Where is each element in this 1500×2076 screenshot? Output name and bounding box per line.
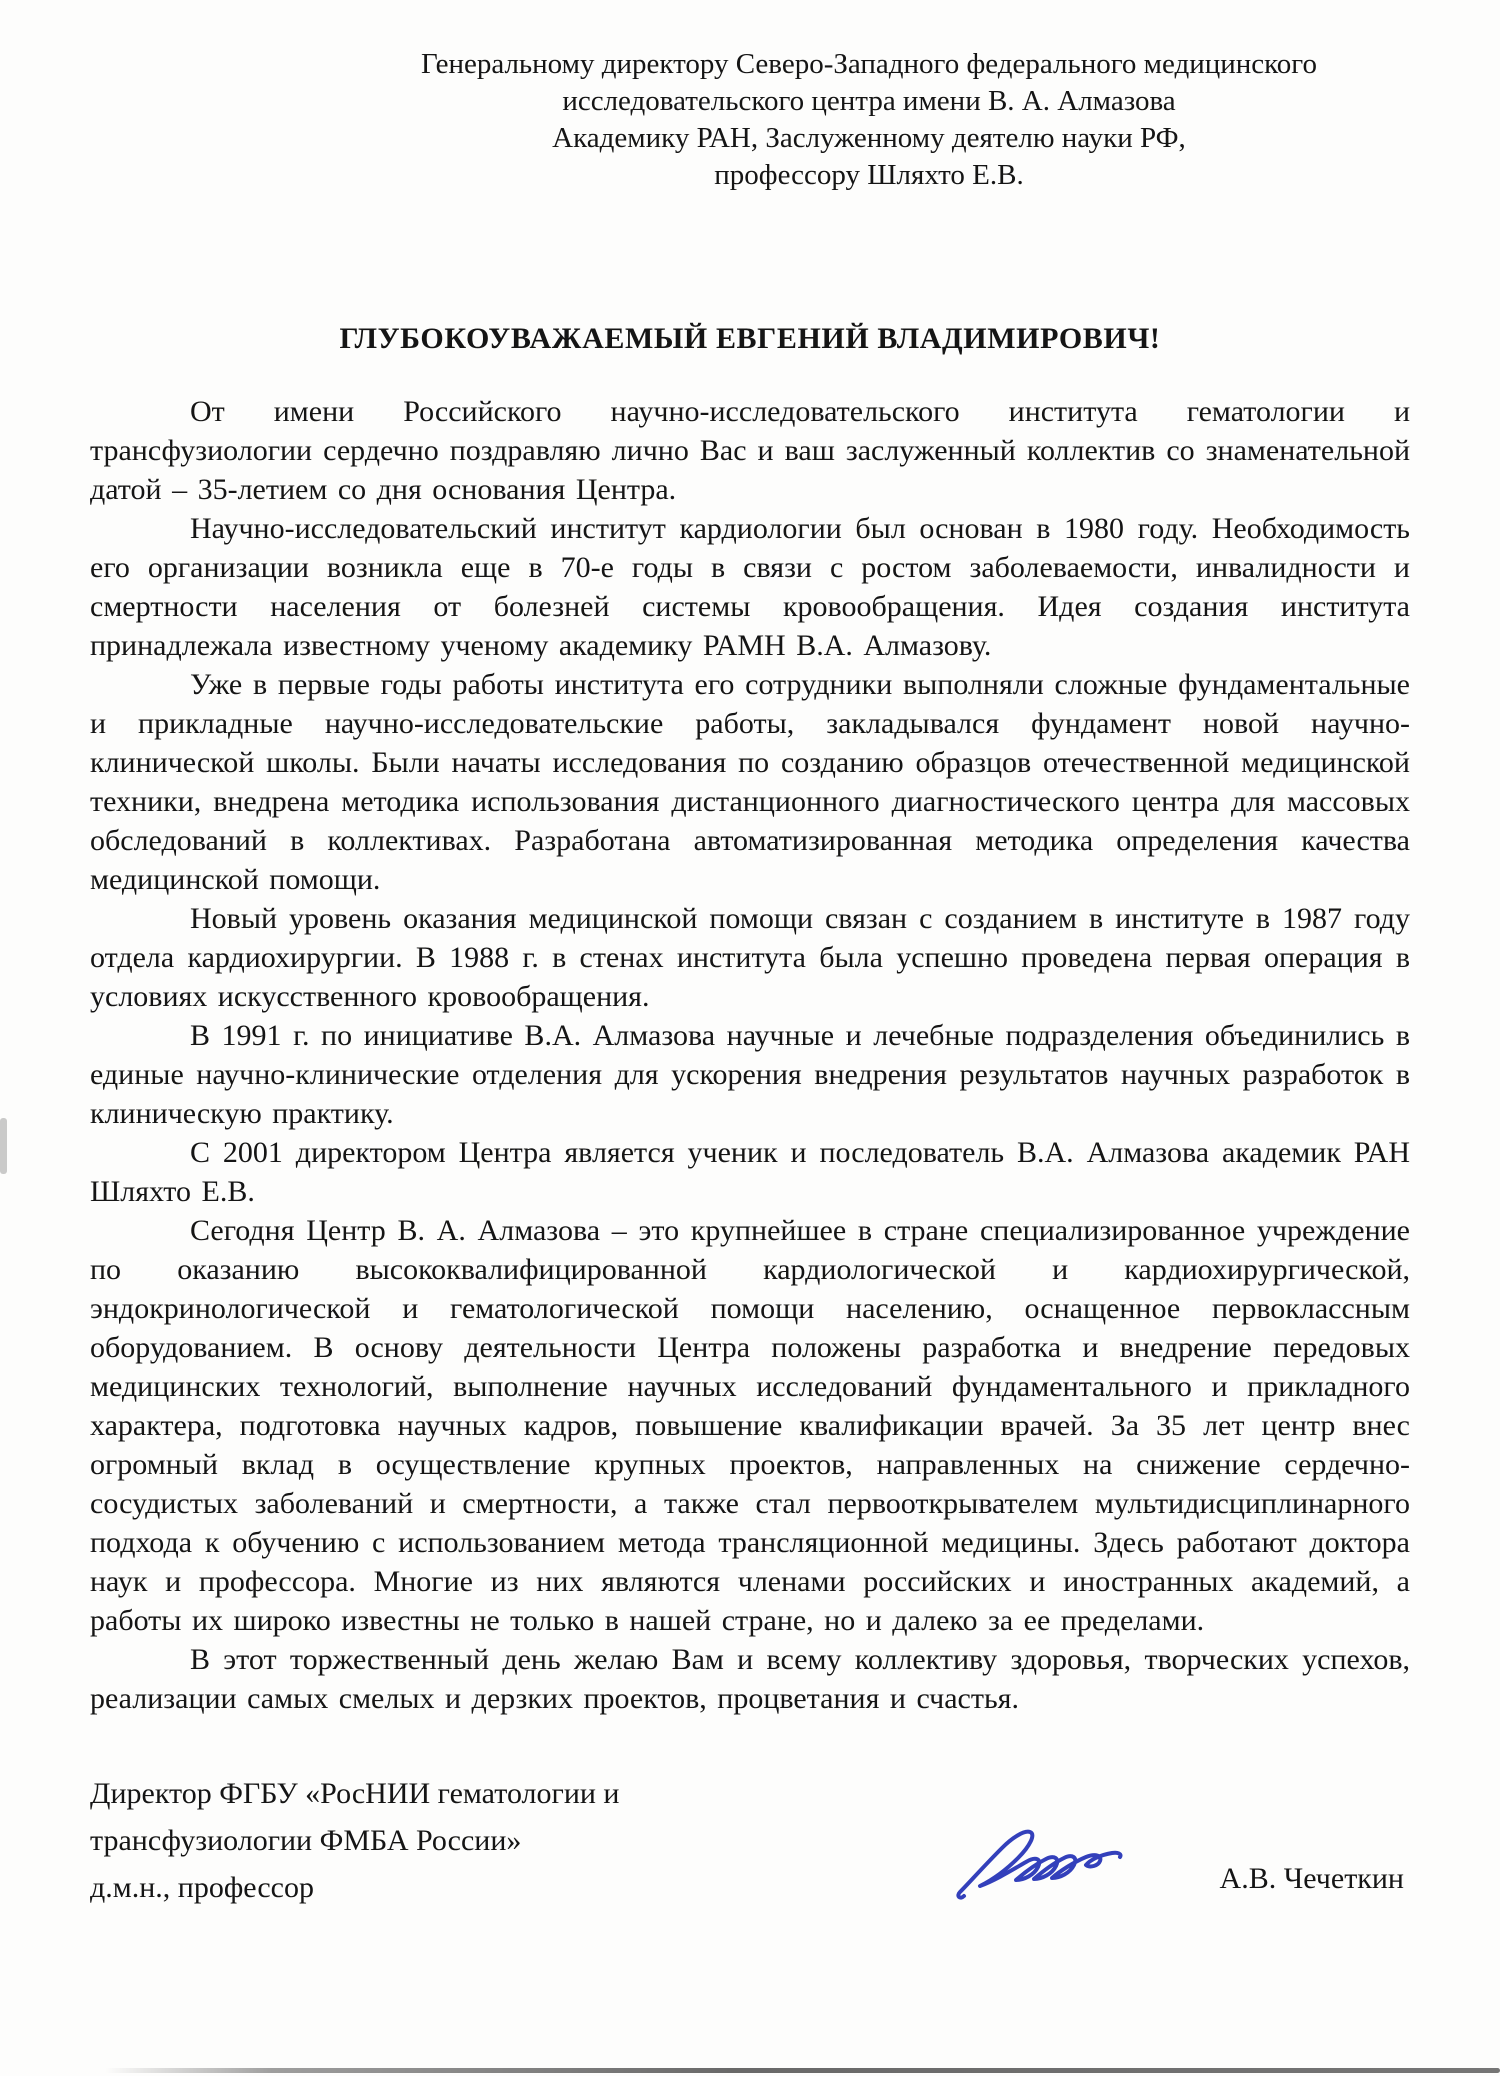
body-paragraph: Новый уровень оказания медицинской помощи связан с созданием в институте в 1987 году отдела кардиохирургии. В 1988 г. в стенах института была успешно проведена первая операция в условиях искусственного кровообращения.: [90, 902, 1410, 1013]
body-paragraph: От имени Российского научно-исследовательского института гематологии и трансфузиологии сердечно поздравляю лично Вас и ваш заслуженный коллектив со знаменательной датой – 35-летием со дня основания Центра.: [90, 395, 1410, 506]
letter-body: [90, 392, 1410, 1718]
signature-block: [90, 1770, 1410, 1960]
body-paragraph: Сегодня Центр В. А. Алмазова – это крупнейшее в стране специализированное учреждение по оказанию высококвалифицированной кардиологической и кардиохирургической, эндокринологической и гематологической помощи населению, оснащенное первоклассным оборудованием. В основу деятельности Центра положены разработка и внедрение передовых медицинских технологий, выполнение научных исследований фундаментального и прикладного характера, подготовка научных кадров, повышение квалификации врачей. За 35 лет центр внес огромный вклад в осуществление крупных проектов, направленных на снижение сердечно-сосудистых заболеваний и смертности, а также стал первооткрывателем мультидисциплинарного подхода к обучению с использованием метода трансляционной медицины. Здесь работают доктора наук и профессора. Многие из них являются членами российских и иностранных академий, а работы их широко известны не только в нашей стране, но и далеко за ее пределами.: [90, 1214, 1410, 1637]
scan-artifact-bottom: [105, 2068, 1500, 2073]
signature-title-line: трансфузиологии ФМБА России»: [90, 1824, 522, 1857]
recipient-line: Академику РАН, Заслуженному деятелю науки РФ,: [552, 122, 1186, 154]
recipient-line: профессору Шляхто Е.В.: [714, 159, 1024, 191]
signature-title: [90, 1770, 619, 1911]
recipient-block: [310, 46, 1428, 194]
signature-ink-stroke: [958, 1832, 1120, 1898]
body-paragraph: В этот торжественный день желаю Вам и всему коллективу здоровья, творческих успехов, реализации самых смелых и дерзких проектов, процветания и счастья.: [90, 1643, 1410, 1715]
body-paragraph: Научно-исследовательский институт кардиологии был основан в 1980 году. Необходимость его организации возникла еще в 70-е годы в связи с ростом заболеваемости, инвалидности и смертности населения от болезней системы кровообращения. Идея создания института принадлежала известному ученому академику РАМН В.А. Алмазову.: [90, 512, 1410, 662]
recipient-line: исследовательского центра имени В. А. Алмазова: [562, 85, 1176, 117]
body-paragraph: Уже в первые годы работы института его сотрудники выполняли сложные фундаментальные и прикладные научно-исследовательские работы, закладывался фундамент новой научно-клинической школы. Были начаты исследования по созданию образцов отечественной медицинской техники, внедрена методика использования дистанционного диагностического центра для массовых обследований в коллективах. Разработана автоматизированная методика определения качества медицинской помощи.: [90, 668, 1410, 896]
body-paragraph: С 2001 директором Центра является ученик и последователь В.А. Алмазова академик РАН Шляхто Е.В.: [90, 1136, 1410, 1208]
signatory-name: А.В. Чечеткин: [1219, 1862, 1404, 1895]
handwritten-signature: [950, 1822, 1160, 1912]
salutation-heading: ГЛУБОКОУВАЖАЕМЫЙ ЕВГЕНИЙ ВЛАДИМИРОВИЧ!: [339, 322, 1161, 355]
scan-artifact-left: [0, 1118, 7, 1174]
signature-title-line: д.м.н., профессор: [90, 1871, 314, 1904]
recipient-line: Генеральному директору Северо-Западного федерального медицинского: [421, 48, 1317, 80]
body-paragraph: В 1991 г. по инициативе В.А. Алмазова научные и лечебные подразделения объединились в единые научно-клинические отделения для ускорения внедрения результатов научных разработок в клиническую практику.: [90, 1019, 1410, 1130]
signature-title-line: Директор ФГБУ «РосНИИ гематологии и: [90, 1777, 620, 1810]
